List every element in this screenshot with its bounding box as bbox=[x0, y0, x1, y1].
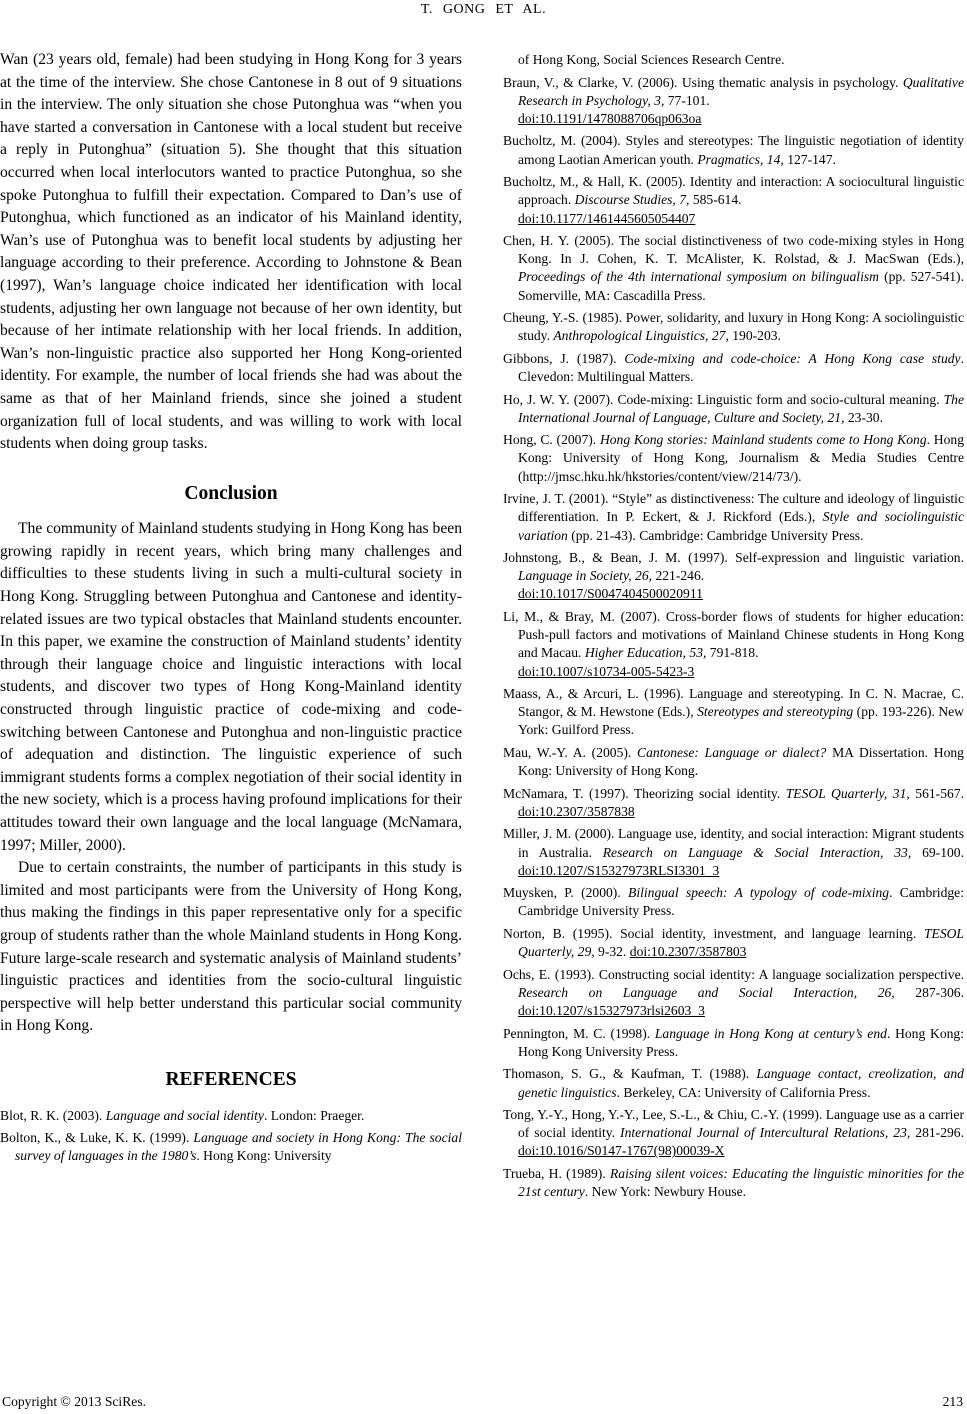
reference-item bbox=[503, 549, 964, 604]
ref-text: (pp. 527-541). Somerville, MA: Cascadilla Press. bbox=[518, 269, 964, 303]
ref-text: Ochs, E. (1993). Constructing social identity: A language socialization perspective. bbox=[503, 966, 964, 982]
ref-text: 9-32. bbox=[594, 944, 630, 960]
ref-text: 23-30. bbox=[844, 409, 883, 425]
reference-item bbox=[503, 232, 964, 305]
ref-text: Bucholtz, M., & Hall, K. (2005). Identity and interaction: A sociocultural linguistic approach. bbox=[503, 174, 964, 208]
left-column bbox=[0, 49, 462, 1170]
running-head: T. GONG ET AL. bbox=[420, 2, 547, 17]
reference-item bbox=[503, 1025, 964, 1061]
reference-item bbox=[503, 825, 964, 880]
doi-link[interactable]: doi:10.2307/3587803 bbox=[629, 944, 747, 960]
reference-item bbox=[503, 1106, 964, 1161]
ref-title: Stereotypes and stereotyping bbox=[697, 704, 854, 720]
page-number: 213 bbox=[942, 1394, 963, 1409]
ref-title: Language and society in Hong Kong: The social survey of languages in the 1980’s bbox=[15, 1130, 462, 1164]
ref-text: Cheung, Y.-S. (1985). Power, solidarity, and luxury in Hong Kong: A sociolinguistic study. bbox=[503, 310, 964, 344]
right-column bbox=[503, 51, 964, 1206]
doi-link[interactable]: doi:10.1007/s10734-005-5423-3 bbox=[518, 663, 695, 679]
reference-item bbox=[503, 925, 964, 961]
ref-title: Higher Education, 53, bbox=[584, 645, 707, 661]
reference-item bbox=[503, 608, 964, 681]
ref-title: The International Journal of Language, Culture and Society, 21, bbox=[518, 391, 964, 425]
body-paragraph: The community of Mainland students studying in Hong Kong has been growing rapidly in recent years, which bring many challenges and difficulties to these students living in such a multi-cultural society in Hong Kong. Struggling between Putonghua and Cantonese and identity-related issues are two typical obstacles that Mainland students encounter. In this paper, we examine the construction of Mainland students’ identity through their language choice and linguistic interactions with local students, and discover two types of Hong Kong-Mainland identity constructed through linguistic practice of code-mixing and code-switching between Cantonese and Putonghua and non-linguistic practice of adequation and distinction. The linguistic experience of such immigrant students forms a complex negotiation of their social identity in the new society, which is a process having profound implications for their attitudes toward their own language and the local language (McNamara, 1997; Miller, 2000). bbox=[0, 520, 462, 854]
ref-text: McNamara, T. (1997). Theorizing social identity. bbox=[503, 785, 786, 801]
ref-title: Language in Hong Kong at century’s end bbox=[654, 1025, 887, 1041]
ref-text: Pennington, M. C. (1998). bbox=[503, 1025, 655, 1041]
ref-title: Bilingual speech: A typology of code-mixing bbox=[628, 885, 890, 901]
ref-text: Miller, J. M. (2000). Language use, identity, and social interaction: Migrant students in Australia. bbox=[503, 826, 964, 860]
ref-title: Anthropological Linguistics, 27, bbox=[553, 328, 729, 344]
ref-text: Mau, W.-Y. A. (2005). bbox=[503, 744, 638, 760]
ref-text: Trueba, H. (1989). bbox=[503, 1165, 610, 1181]
ref-text: Irvine, J. T. (2001). “Style” as distinctiveness: The culture and ideology of linguistic differentiation. In P. Eckert, & J. Rickford (Eds.), bbox=[503, 491, 964, 525]
ref-text: 281-296. bbox=[910, 1125, 964, 1141]
reference-item bbox=[503, 966, 964, 1021]
ref-text: . Clevedon: Multilingual Matters. bbox=[518, 350, 964, 385]
reference-item bbox=[0, 1107, 462, 1125]
ref-text: 221-246. bbox=[652, 568, 705, 584]
reference-item bbox=[503, 309, 964, 345]
ref-title: Language and social identity bbox=[105, 1107, 264, 1123]
ref-text: Gibbons, J. (1987). bbox=[503, 350, 625, 366]
reference-item bbox=[503, 132, 964, 168]
ref-text: 585-614. bbox=[689, 192, 742, 208]
reference-item bbox=[503, 685, 964, 740]
ref-text: 69-100. bbox=[911, 844, 964, 860]
ref-title: Discourse Studies, 7, bbox=[574, 192, 690, 208]
body-paragraph: Due to certain constraints, the number of participants in this study is limited and most participants were from the University of Hong Kong, thus making the findings in this paper representative only for a specific group of students rather than the whole Mainland students in Hong Kong. Future large-scale research and systematic analysis of Mainland students’ linguistic practices and identities from the socio-cultural linguistic perspective will help better understand this particular social community in Hong Kong. bbox=[0, 859, 462, 1035]
ref-text: (pp. 193-226). New York: Guilford Press. bbox=[518, 704, 964, 738]
ref-title: Cantonese: Language or dialect? bbox=[637, 744, 827, 760]
reference-item bbox=[503, 350, 964, 386]
ref-text: . New York: Newbury House. bbox=[584, 1184, 747, 1200]
ref-title: Hong Kong stories: Mainland students come to Hong Kong bbox=[599, 432, 927, 448]
reference-item bbox=[503, 884, 964, 920]
ref-text: . Cambridge: Cambridge University Press. bbox=[518, 885, 964, 919]
doi-link[interactable]: doi:10.1207/s15327973rlsi2603_3 bbox=[518, 1003, 705, 1019]
ref-text: Thomason, S. G., & Kaufman, T. (1988). bbox=[503, 1066, 757, 1082]
ref-title: TESOL Quarterly, 31, bbox=[785, 785, 910, 801]
ref-text: . Hong Kong: University of Hong Kong, Journalism & Media Studies Centre (http://jmsc.hku.hk/hkstories/content/view/214/73/). bbox=[518, 432, 964, 484]
reference-item bbox=[503, 173, 964, 228]
reference-list-left bbox=[0, 1107, 462, 1166]
ref-text: . Hong Kong: Hong Kong University Press. bbox=[518, 1025, 965, 1059]
ref-text: Bolton, K., & Luke, K. K. (1999). bbox=[0, 1130, 194, 1146]
ref-title: Pragmatics, 14, bbox=[697, 151, 784, 167]
doi-link[interactable]: doi:10.1191/1478088706qp063oa bbox=[518, 110, 702, 126]
ref-title: Style and sociolinguistic variation bbox=[518, 509, 965, 543]
conclusion-heading: Conclusion bbox=[184, 482, 278, 504]
ref-text: Braun, V., & Clarke, V. (2006). Using thematic analysis in psychology. bbox=[503, 74, 903, 90]
ref-text: . Hong Kong: University bbox=[196, 1148, 332, 1164]
reference-item bbox=[503, 431, 964, 486]
reference-item bbox=[503, 74, 964, 129]
ref-text: (pp. 21-43). Cambridge: Cambridge University Press. bbox=[567, 527, 864, 543]
ref-text: MA Dissertation. Hong Kong: University of Hong Kong. bbox=[518, 744, 964, 779]
doi-link[interactable]: doi:10.1017/S0047404500020911 bbox=[518, 586, 703, 602]
ref-title: Proceedings of the 4th international symposium on bilingualism bbox=[518, 269, 879, 285]
reference-item bbox=[503, 744, 964, 780]
ref-title: Code-mixing and code-choice: A Hong Kong case study bbox=[624, 350, 961, 366]
ref-text: Tong, Y.-Y., Hong, Y.-Y., Lee, S.-L., & Chiu, C.-Y. (1999). Language use as a carrier of social identity. bbox=[503, 1107, 964, 1141]
ref-text: 287-306. bbox=[894, 984, 964, 1000]
ref-text: Chen, H. Y. (2005). The social distinctiveness of two code-mixing styles in Hong Kong. In J. Cohen, K. T. McAlister, K. Rolstad, & J. MacSwan (Eds.), bbox=[503, 233, 964, 267]
ref-text: Li, M., & Bray, M. (2007). Cross-border flows of students for higher education: Push-pull factors and motivations of Mainland Chinese students in Hong Kong and Macau. bbox=[503, 608, 964, 661]
ref-text: Johnstong, B., & Bean, J. M. (1997). Self-expression and linguistic variation. bbox=[503, 550, 964, 566]
ref-text: 127-147. bbox=[783, 151, 836, 167]
ref-title: Research on Language & Social Interaction, 33, bbox=[602, 844, 912, 860]
copyright-notice: Copyright © 2013 SciRes. bbox=[2, 1394, 147, 1409]
ref-text: Bucholtz, M. (2004). Styles and stereotypes: The linguistic negotiation of identity among Laotian American youth. bbox=[503, 133, 964, 167]
doi-link[interactable]: doi:10.1016/S0147-1767(98)00039-X bbox=[518, 1143, 725, 1159]
ref-text: Hong, C. (2007). bbox=[503, 432, 600, 448]
ref-text: Ho, J. W. Y. (2007). Code-mixing: Linguistic form and socio-cultural meaning. bbox=[503, 391, 944, 407]
ref-title: Language contact, creolization, and genetic linguistics bbox=[518, 1066, 964, 1100]
reference-item bbox=[503, 391, 964, 427]
ref-text: . London: Praeger. bbox=[263, 1107, 365, 1123]
ref-text: . Berkeley, CA: University of California Press. bbox=[616, 1084, 871, 1100]
reference-item bbox=[0, 1129, 462, 1165]
ref-title: Raising silent voices: Educating the linguistic minorities for the 21st century bbox=[518, 1165, 964, 1200]
ref-title: TESOL Quarterly, 29, bbox=[518, 925, 964, 960]
ref-text: 190-203. bbox=[728, 328, 781, 344]
ref-text: 561-567. bbox=[909, 785, 964, 801]
ref-text: Maass, A., & Arcuri, L. (1996). Language and stereotyping. In C. N. Macrae, C. Stangor, & M. Hewstone (Eds.), bbox=[503, 686, 964, 720]
references-heading: REFERENCES bbox=[165, 1068, 297, 1090]
body-paragraph: Wan (23 years old, female) had been studying in Hong Kong for 3 years at the time of the interview. She chose Cantonese in 8 out of 9 situations in the interview. The only situation she chose Putonghua was “when you have started a conversation in Cantonese with a local student but receive a reply in Putonghua” (situation 5). She thought that this situation occurred when local interlocutors wanted to practice Putonghua, so she spoke Putonghua to fulfill their expectation. Compared to Dan’s use of Putonghua, which functioned as an indicator of his Mainland identity, Wan’s use of Putonghua was to benefit local students by adjusting her language according to their preference. According to Johnstone & Bean (1997), Wan’s language choice indicated her identification with local students, adjusting her own language not because of her own identity, but because of her intimate relationship with her local friends. In addition, Wan’s non-linguistic practice also supported her Hong Kong-oriented identity. For example, the number of local friends she had was about the same as that of her Mainland friends, since she joined a student organization full of local students, and was willing to work with local students when doing group tasks. bbox=[0, 51, 462, 453]
ref-title: International Journal of Intercultural Relations, 23, bbox=[620, 1125, 911, 1141]
doi-link[interactable]: doi:10.1207/S15327973RLSI3301_3 bbox=[518, 862, 720, 878]
reference-item bbox=[503, 785, 964, 821]
ref-text: Norton, B. (1995). Social identity, investment, and language learning. bbox=[503, 925, 924, 941]
ref-text: Muysken, P. (2000). bbox=[503, 885, 629, 901]
ref-text: 791-818. bbox=[706, 645, 759, 661]
ref-text: 77-101. bbox=[664, 92, 710, 108]
ref-text: of Hong Kong, Social Sciences Research Centre. bbox=[518, 52, 785, 67]
ref-title: Qualitative Research in Psychology, 3, bbox=[518, 74, 964, 108]
reference-item bbox=[503, 1065, 964, 1101]
doi-link[interactable]: doi:10.2307/3587838 bbox=[518, 803, 635, 819]
reference-item bbox=[503, 1165, 964, 1201]
reference-item bbox=[503, 490, 964, 545]
reference-item bbox=[503, 51, 964, 69]
ref-title: Language in Society, 26, bbox=[518, 568, 653, 584]
ref-title: Research on Language and Social Interaction, 26, bbox=[518, 984, 895, 1000]
ref-text: Blot, R. K. (2003). bbox=[0, 1107, 106, 1123]
doi-link[interactable]: doi:10.1177/1461445605054407 bbox=[518, 210, 696, 226]
